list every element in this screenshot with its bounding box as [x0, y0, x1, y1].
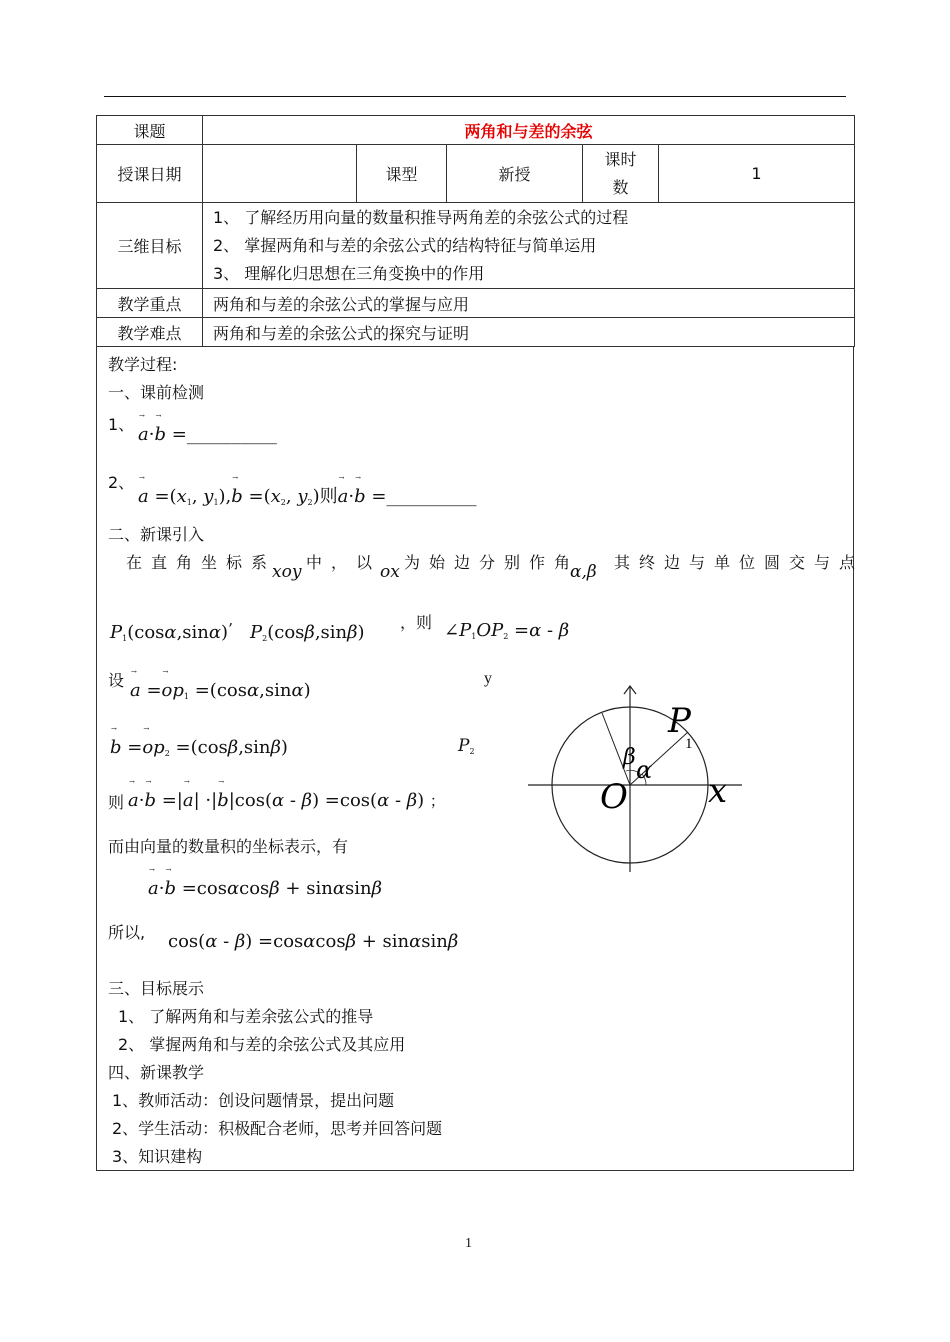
hours-value: 1: [659, 145, 855, 203]
s4-item: 2、学生活动：积极配合老师，思考并回答问题: [112, 1119, 443, 1138]
intro-xoy-text: xoy: [272, 562, 302, 582]
q2-blank: =__________: [371, 486, 477, 507]
s4-item: 1、教师活动：创设问题情景，提出问题: [112, 1091, 395, 1110]
diagram-p2-label: [458, 736, 475, 756]
q2-number: 2、: [108, 473, 135, 492]
intro-text-4: 其终边与单位圆交与点: [614, 553, 865, 572]
intro-angles: [570, 562, 597, 582]
difficulty-value: 两角和与差的余弦公式的探究与证明: [203, 318, 855, 347]
goal-item: 2、 掌握两角和与差的余弦公式的结构特征与简单运用: [213, 235, 597, 255]
then-label: 则: [108, 793, 125, 812]
intro-text-2: 中，以: [306, 553, 382, 572]
section4-title: 四、新课教学: [108, 1063, 205, 1082]
lesson-title: 两角和与差的余弦: [203, 116, 855, 145]
s3-item: 1、 了解两角和与差余弦公式的推导: [118, 1007, 374, 1026]
angle-formula: $\angle P_1OP_2 =\alpha - \beta$: [444, 620, 570, 641]
q1-blank: =__________: [171, 424, 277, 445]
points-then: ，则: [400, 613, 433, 632]
q2-formula: → $a =(x_1$, $y_1),\to b =(x_2$, $y_2$)则→ a·→ b =__________: [138, 482, 476, 508]
semicolon: ；: [429, 792, 445, 810]
intro-ox: [380, 562, 400, 582]
dot-product-formula: → a·→ b =|→ a| ·|→ b|cos(α - β) =cos(α - β) ；: [128, 790, 445, 811]
process-title: 教学过程:: [108, 355, 178, 374]
intro-ox-text: ox: [380, 562, 400, 582]
coord-text: 而由向量的数量积的坐标表示，有: [108, 837, 349, 856]
date-value: [203, 145, 357, 203]
hours-label-line2: 数: [612, 177, 629, 197]
hours-label-line1: 课时: [604, 149, 637, 169]
so-label: 所以,: [108, 923, 146, 942]
hours-label: [583, 145, 659, 203]
lesson-header-table: [96, 115, 855, 347]
q1-number: 1、: [108, 415, 135, 434]
intro-text-1: 在直角坐标系: [126, 553, 277, 572]
section2-title: 二、新课引入: [108, 525, 205, 544]
diagram-y-label: y: [484, 670, 492, 687]
goals-list: [203, 203, 855, 289]
section1-title: 一、课前检测: [108, 383, 205, 402]
p2-sub: 2: [469, 747, 475, 756]
p2-letter: P: [458, 736, 470, 756]
coord-formula: → a·→ b =cosαcosβ + sinαsinβ: [148, 878, 382, 899]
difficulty-label: 教学难点: [97, 318, 203, 347]
q2-then: 则: [319, 486, 338, 507]
origin-label: O: [600, 777, 628, 817]
topic-label: 课题: [97, 116, 203, 145]
result-formula: cos(α - β) =cosαcosβ + sinαsinβ: [168, 931, 459, 952]
vector-b-formula: → $b =\to op_2 =(\cos\beta,\sin\beta)$: [110, 737, 288, 758]
goals-label: 三维目标: [97, 203, 203, 289]
alpha-label: α: [636, 756, 653, 784]
top-rule: [104, 96, 846, 97]
p1-label: P: [668, 701, 691, 741]
focus-value: 两角和与差的余弦公式的掌握与应用: [203, 289, 855, 318]
intro-xoy: [272, 562, 301, 582]
points-formula: $P_1(\cos\alpha,\sin\alpha)^’$ $P_2(\cos\beta,\sin\beta)$: [110, 620, 365, 643]
set-label: 设: [108, 671, 125, 690]
date-label: 授课日期: [97, 145, 203, 203]
page-number: 1: [465, 1236, 472, 1251]
s4-item: 3、知识建构: [112, 1147, 203, 1166]
p1-sub: 1: [685, 736, 693, 752]
x-axis-label: x: [708, 771, 728, 811]
section3-title: 三、目标展示: [108, 979, 205, 998]
goal-item: 3、 理解化归思想在三角变换中的作用: [213, 263, 485, 283]
vector-a-formula: → $a =\to op_1 =(\cos\alpha,\sin\alpha)$: [130, 680, 311, 701]
unit-circle-diagram: [520, 680, 750, 880]
goal-item: 1、 了解经历用向量的数量积推导两角差的余弦公式的过程: [213, 207, 629, 227]
intro-angles-text: α,β: [570, 562, 597, 582]
intro-text-3: 为始边分别作角: [404, 553, 580, 572]
type-value: 新授: [447, 145, 583, 203]
focus-label: 教学重点: [97, 289, 203, 318]
type-label: 课型: [357, 145, 447, 203]
q1-formula: → a·→ b =__________: [138, 424, 277, 445]
beta-label: β: [623, 745, 636, 770]
s3-item: 2、 掌握两角和与差的余弦公式及其应用: [118, 1035, 406, 1054]
